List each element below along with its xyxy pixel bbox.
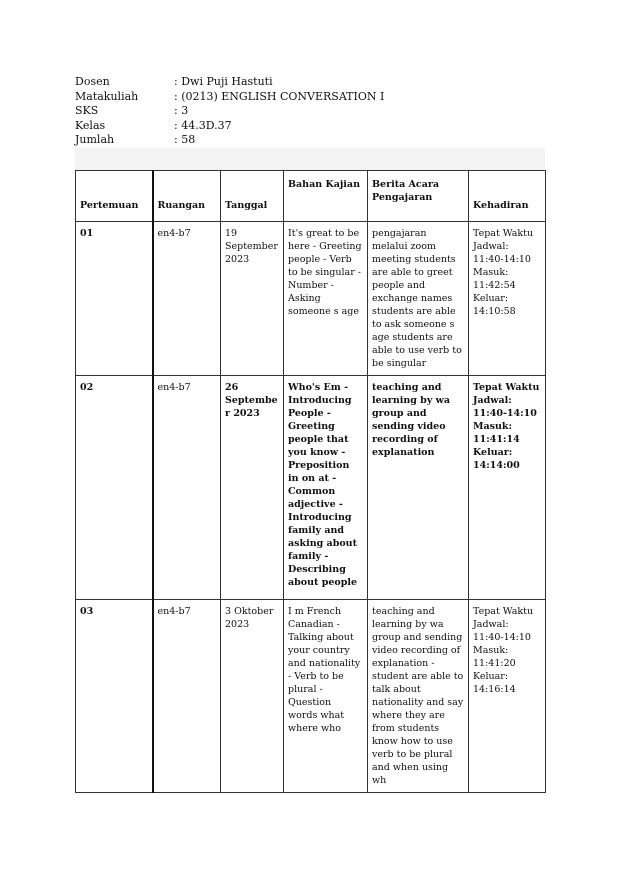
kehadiran-jadwal: Jadwal: 11:40-14:10: [473, 619, 531, 643]
cell-berita-acara: pengajaran melalui zoom meeting students are able to greet people and exchange names students are able to ask someone s age students are able to use verb to be singular: [368, 222, 469, 376]
table-row: [76, 376, 546, 600]
header-row-sks: [75, 104, 384, 119]
cell-kehadiran: [469, 600, 546, 793]
col-header-ruangan: Ruangan: [153, 171, 221, 222]
jumlah-value: : 58: [174, 133, 196, 146]
header-row-kelas: [75, 119, 384, 134]
table-header-row: [76, 171, 546, 222]
kehadiran-keluar: Keluar: 14:16:14: [473, 671, 516, 695]
header-shade-band: [75, 148, 545, 170]
kehadiran-status: Tepat Waktu: [473, 382, 540, 393]
cell-bahan-kajian: It's great to be here - Greeting people - Verb to be singular - Number - Asking someone s age: [284, 222, 368, 376]
col-header-berita-acara: Berita Acara Pengajaran: [368, 171, 469, 222]
kelas-label: Kelas: [75, 118, 106, 132]
header-row-dosen: [75, 75, 384, 90]
col-header-tanggal: Tanggal: [221, 171, 284, 222]
cell-pertemuan: 02: [76, 376, 153, 600]
attendance-table: [75, 170, 546, 793]
col-header-kehadiran: Kehadiran: [469, 171, 546, 222]
cell-bahan-kajian: Who's Em - Introducing People - Greeting people that you know - Preposition in on at - Common adjective - Introducing family and asking about family - Describing about people: [284, 376, 368, 600]
cell-tanggal: 26 September 2023: [221, 376, 284, 600]
dosen-value: : Dwi Puji Hastuti: [174, 75, 273, 88]
jumlah-label: Jumlah: [75, 133, 115, 146]
kehadiran-status: Tepat Waktu: [473, 606, 534, 617]
cell-tanggal: 19 September 2023: [221, 222, 284, 376]
cell-kehadiran: [469, 222, 546, 376]
cell-kehadiran: [469, 376, 546, 600]
cell-berita-acara: teaching and learning by wa group and sending video recording of explanation: [368, 376, 469, 600]
header-row-matakuliah: [75, 90, 384, 105]
kehadiran-keluar: Keluar: 14:10:58: [473, 293, 516, 317]
kelas-value: : 44.3D.37: [174, 118, 232, 132]
cell-berita-acara: teaching and learning by wa group and sending video recording of explanation - student are able to talk about nationality and say where they are from students know how to use verb to be plural and when using wh: [368, 600, 469, 793]
kehadiran-masuk: Masuk: 11:42:54: [473, 267, 516, 291]
kehadiran-jadwal: Jadwal: 11:40-14:10: [473, 395, 537, 419]
cell-ruangan: en4-b7: [153, 222, 221, 376]
kehadiran-keluar: Keluar: 14:14:00: [473, 447, 520, 471]
kehadiran-masuk: Masuk: 11:41:20: [473, 645, 516, 669]
kehadiran-status: Tepat Waktu: [473, 228, 534, 239]
table-row: [76, 222, 546, 376]
sks-label: SKS: [75, 104, 99, 117]
cell-ruangan: en4-b7: [153, 600, 221, 793]
cell-tanggal: 3 Oktober 2023: [221, 600, 284, 793]
col-header-pertemuan: Pertemuan: [76, 171, 153, 222]
kehadiran-jadwal: Jadwal: 11:40-14:10: [473, 241, 531, 265]
matakuliah-label: Matakuliah: [75, 89, 139, 103]
cell-bahan-kajian: I m French Canadian - Talking about your country and nationality - Verb to be plural - Question words what where who: [284, 600, 368, 793]
table-row: [76, 600, 546, 793]
kehadiran-masuk: Masuk: 11:41:14: [473, 421, 520, 445]
matakuliah-value: : (0213) ENGLISH CONVERSATION I: [174, 89, 385, 103]
col-header-bahan-kajian: Bahan Kajian: [284, 171, 368, 222]
cell-pertemuan: 01: [76, 222, 153, 376]
cell-ruangan: en4-b7: [153, 376, 221, 600]
dosen-label: Dosen: [75, 75, 110, 88]
cell-pertemuan: 03: [76, 600, 153, 793]
sks-value: : 3: [174, 104, 189, 117]
